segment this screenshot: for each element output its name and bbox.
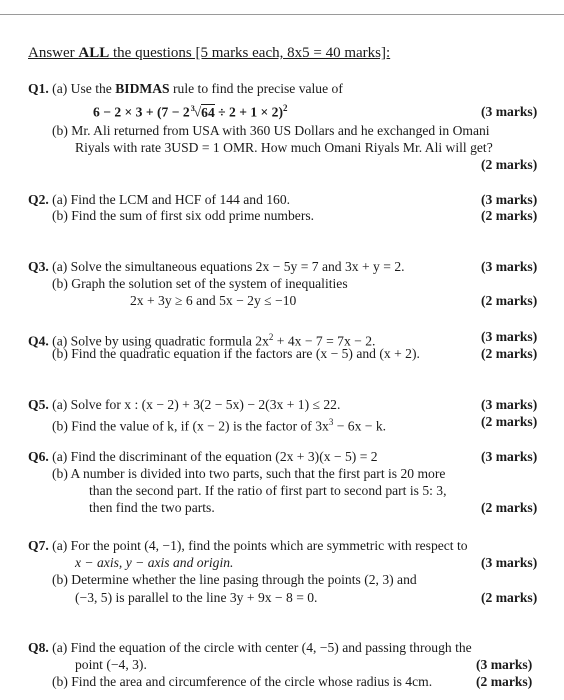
q3-a-marks: (3 marks) — [481, 259, 538, 274]
q5-b-marks: (2 marks) — [481, 414, 538, 429]
q6-a-marks: (3 marks) — [481, 449, 538, 464]
q5-part-b: (b) Find the value of k, if (x − 2) is the factor of $3x^3 - 6x - k$. — [52, 417, 387, 434]
q2-a-marks: (3 marks) — [481, 192, 538, 207]
q7-b-marks: (2 marks) — [481, 590, 538, 605]
q7-part-b-line1: (b) Determine whether the line pasing through the points (2, 3) and — [52, 572, 417, 587]
q6-part-b-line3: then find the two parts. — [89, 500, 215, 515]
q1-part-b-line2: Riyals with rate 3USD = 1 OMR. How much Omani Riyals Mr. Ali will get? — [75, 140, 493, 155]
q7-part-a-line2: x − axis, y − axis and origin. — [75, 555, 234, 570]
q4-a-marks: (3 marks) — [481, 329, 538, 344]
q2-part-b: (b) Find the sum of first six odd prime numbers. — [52, 208, 315, 223]
q4-b-marks: (2 marks) — [481, 346, 538, 361]
q3-b-marks: (2 marks) — [481, 293, 538, 308]
q5-a-marks: (3 marks) — [481, 397, 538, 412]
q7-a-marks: (3 marks) — [481, 555, 538, 570]
q7-part-b-line2: (−3, 5) is parallel to the line 3y + 9x − 8 = 0. — [75, 590, 318, 605]
top-rule — [0, 14, 564, 15]
q3-part-a: Q3. (a) Solve the simultaneous equations 2x − 5y = 7 and 3x + y = 2. — [28, 259, 405, 274]
q1-b-marks: (2 marks) — [481, 157, 538, 172]
q6-b-marks: (2 marks) — [481, 500, 538, 515]
q1-a-marks: (3 marks) — [481, 104, 538, 119]
q4-part-b: (b) Find the quadratic equation if the factors are (x − 5) and (x + 2). — [52, 346, 420, 361]
q1-part-b-line1: (b) Mr. Ali returned from USA with 360 US Dollars and he exchanged in Omani — [52, 123, 490, 138]
q2-b-marks: (2 marks) — [481, 208, 538, 223]
q3-part-b-line1: (b) Graph the solution set of the system of inequalities — [52, 276, 348, 291]
q4-part-a: Q4. (a) Solve by using quadratic formula $2x^2 + 4x - 7 = 7x - 2$. — [28, 332, 376, 349]
q8-part-a-line2: point (−4, 3). — [75, 657, 147, 672]
q8-b-marks: (2 marks) — [476, 674, 533, 689]
instructions-heading: Answer ALL the questions [5 marks each, 8x5 = 40 marks]: — [28, 45, 391, 61]
q8-part-a-line1: Q8. (a) Find the equation of the circle with center (4, −5) and passing through the — [28, 640, 472, 655]
q6-part-b-line1: (b) A number is divided into two parts, such that the first part is 20 more — [52, 466, 446, 481]
q8-a-marks: (3 marks) — [476, 657, 533, 672]
q1-expression: $6 - 2 \times 3 + (7 - 2^3√64 \div 2 + 1 \times 2)^2$ — [93, 103, 288, 120]
q3-part-b-line2: 2x + 3y ≥ 6 and 5x − 2y ≤ −10 — [130, 293, 297, 308]
q6-part-a: Q6. (a) Find the discriminant of the equation (2x + 3)(x − 5) = 2 — [28, 449, 378, 464]
q1-part-a: Q1. (a) Use the BIDMAS rule to find the precise value of — [28, 81, 343, 96]
q2-part-a: Q2. (a) Find the LCM and HCF of 144 and 160. — [28, 192, 291, 207]
q5-part-a: Q5. (a) Solve for x : (x − 2) + 3(2 − 5x) − 2(3x + 1) ≤ 22. — [28, 397, 341, 412]
q7-part-a-line1: Q7. (a) For the point (4, −1), find the points which are symmetric with respect to — [28, 538, 468, 553]
q6-part-b-line2: than the second part. If the ratio of first part to second part is 5: 3, — [89, 483, 447, 498]
q8-part-b: (b) Find the area and circumference of the circle whose radius is 4cm. — [52, 674, 433, 689]
